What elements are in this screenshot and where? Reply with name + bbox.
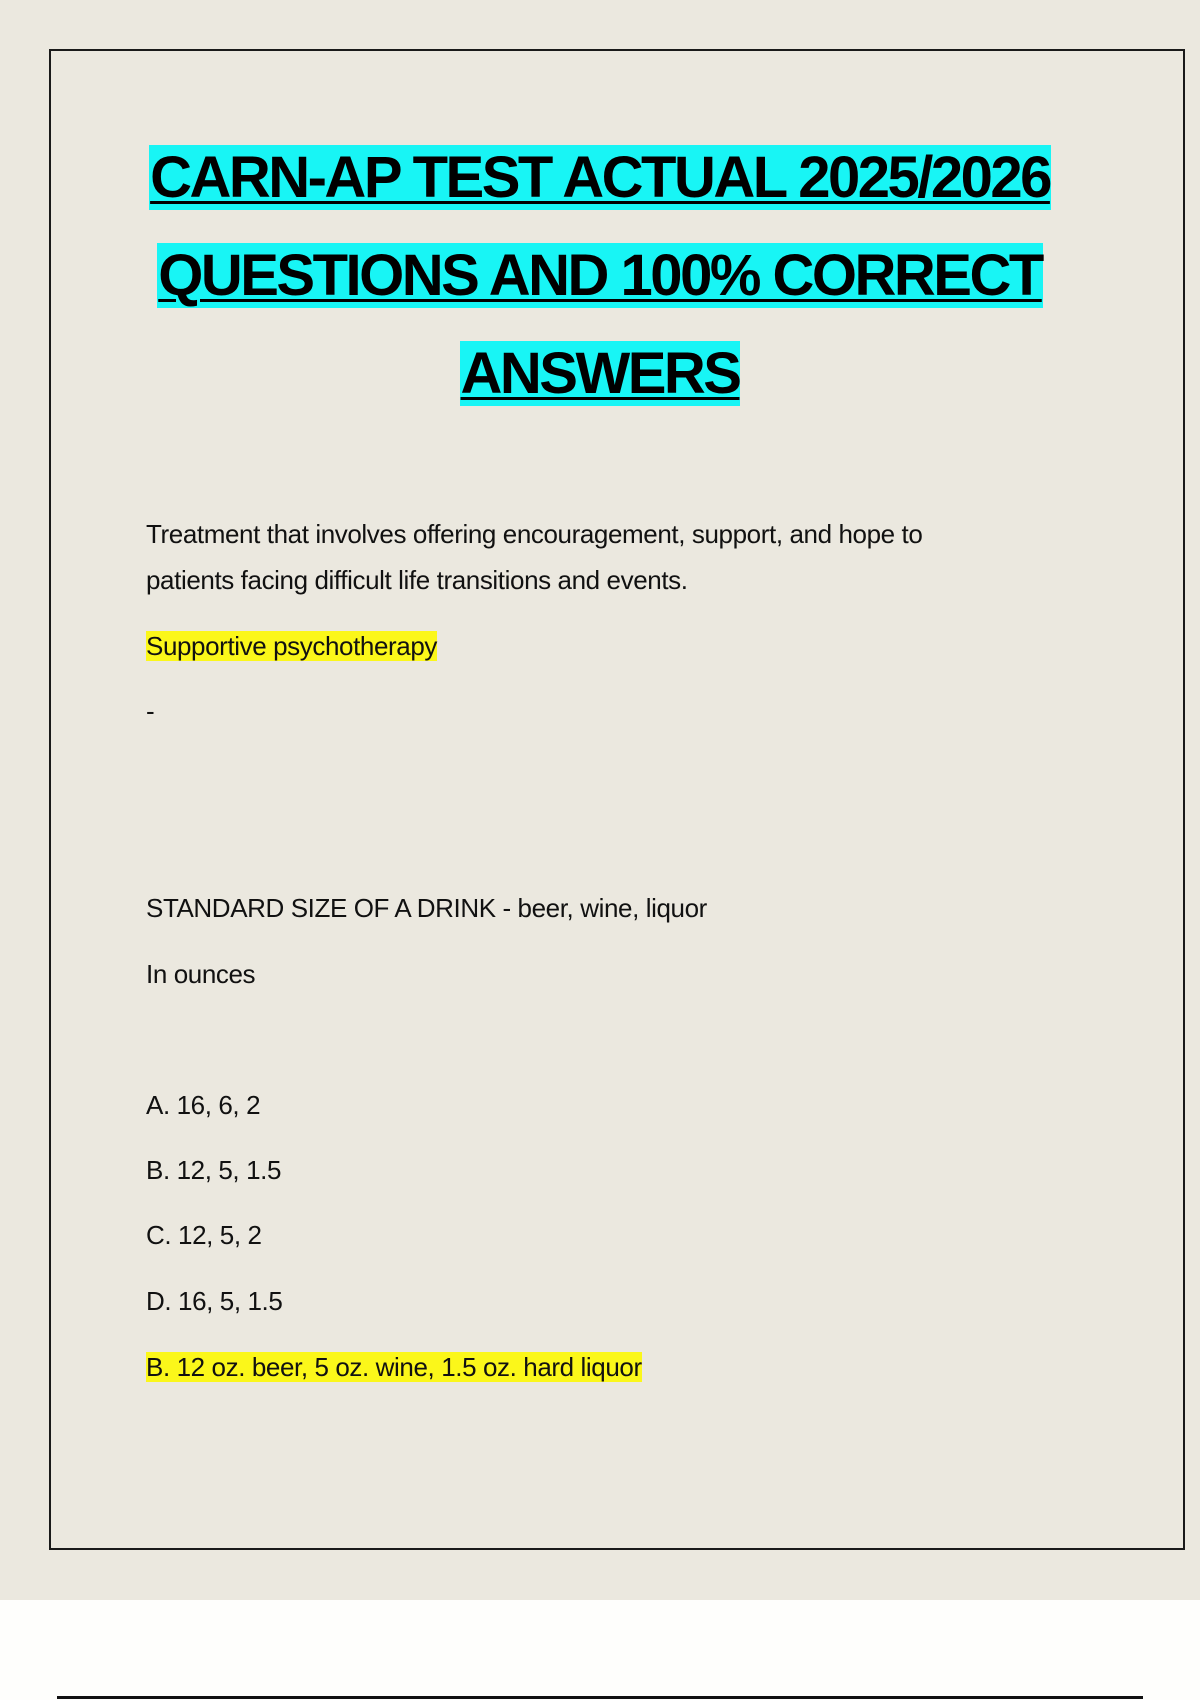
answer-highlight: B. 12 oz. beer, 5 oz. wine, 1.5 oz. hard liquor	[146, 1352, 642, 1382]
title-text: ANSWERS	[460, 341, 740, 406]
title-text: CARN-AP TEST ACTUAL 2025/2026	[150, 145, 1050, 210]
next-page-border	[57, 1696, 1143, 1699]
question-1-line-2: patients facing difficult life transitions and events.	[146, 565, 688, 595]
title-line-3	[0, 340, 1200, 407]
separator: -	[146, 696, 155, 726]
question-2-subtext: In ounces	[146, 959, 256, 989]
title-text: QUESTIONS AND 100% CORRECT	[158, 243, 1042, 308]
option-a: A. 16, 6, 2	[146, 1090, 261, 1120]
option-b: B. 12, 5, 1.5	[146, 1155, 282, 1185]
question-2-answer	[146, 1352, 642, 1383]
title-line-2	[0, 242, 1200, 309]
question-2: STANDARD SIZE OF A DRINK - beer, wine, liquor	[146, 893, 707, 923]
question-1-line-1: Treatment that involves offering encouragement, support, and hope to	[146, 519, 923, 549]
answer-highlight: Supportive psychotherapy	[146, 631, 438, 661]
question-1-answer	[146, 631, 437, 662]
option-c: C. 12, 5, 2	[146, 1220, 262, 1250]
title-line-1	[0, 144, 1200, 211]
option-d: D. 16, 5, 1.5	[146, 1286, 283, 1316]
